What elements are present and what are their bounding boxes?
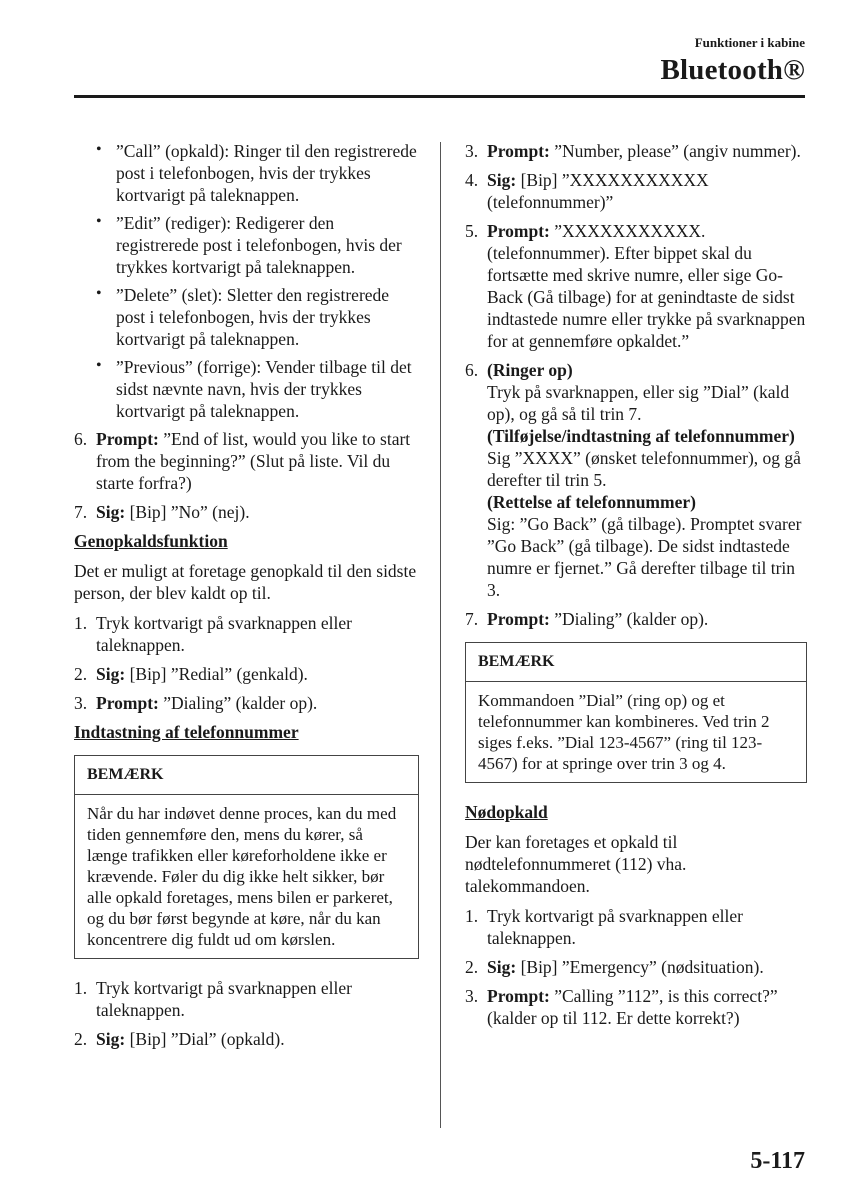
step-item: 4. Sig: [Bip] ”XXXXXXXXXXX (telefonnummer)” xyxy=(465,170,709,212)
step-item: 6. Prompt: ”End of list, would you like to start from the beginning?” (Slut på liste. Vil du starte forfra?) xyxy=(74,429,411,493)
sub-heading: (Rettelse af telefonnummer) xyxy=(487,492,696,512)
note-text: Kommandoen ”Dial” (ring op) og et telefonnummer kan kombineres. Ved trin 2 siges f.eks. ”Dial 123-4567” (ring til 123-4567) for at springe over trin 3 og 4. xyxy=(478,691,770,773)
step-item: 3. Prompt: ”Dialing” (kalder op). xyxy=(74,693,318,713)
step-item: 1. Tryk kortvarigt på svarknappen eller taleknappen. xyxy=(74,978,352,1020)
page-title: Bluetooth® xyxy=(660,54,805,86)
note-heading: BEMÆRK xyxy=(75,756,418,795)
bullet-icon: • xyxy=(96,285,102,302)
paragraph: Der kan foretages et opkald til nødtelefonnummeret (112) vha. talekommandoen. xyxy=(465,832,687,896)
note-heading: BEMÆRK xyxy=(466,643,806,682)
section-heading: Indtastning af telefonnummer xyxy=(74,722,299,742)
list-item: • ”Call” (opkald): Ringer til den registrerede post i telefonbogen, hvis der trykkes kortvarigt på taleknappen. xyxy=(96,141,417,205)
left-column xyxy=(74,140,419,1057)
bullet-icon: • xyxy=(96,213,102,230)
step-item: 7. Prompt: ”Dialing” (kalder op). xyxy=(465,609,709,629)
step-item: 2. Sig: [Bip] ”Redial” (genkald). xyxy=(74,664,308,684)
bullet-list xyxy=(74,140,419,422)
sub-heading: (Tilføjelse/indtastning af telefonnummer) xyxy=(487,426,795,446)
column-divider xyxy=(440,142,441,1128)
step-item: 3. Prompt: ”Calling ”112”, is this correct?” (kalder op til 112. Er dette korrekt?) xyxy=(465,986,778,1028)
step-item: 1. Tryk kortvarigt på svarknappen eller taleknappen. xyxy=(74,613,352,655)
section-label: Funktioner i kabine xyxy=(694,35,805,50)
step-item: 7. Sig: [Bip] ”No” (nej). xyxy=(74,502,250,522)
section-heading: Nødopkald xyxy=(465,802,548,822)
header-rule xyxy=(74,95,805,98)
sub-heading: (Ringer op) xyxy=(487,360,573,380)
paragraph: Det er muligt at foretage genopkald til den sidste person, der blev kaldt op til. xyxy=(74,561,417,603)
list-item: • ”Delete” (slet): Sletter den registrerede post i telefonbogen, hvis der trykkes kortvarigt på taleknappen. xyxy=(96,285,390,349)
note-box xyxy=(74,755,419,959)
bullet-icon: • xyxy=(96,141,102,158)
section-heading: Genopkaldsfunktion xyxy=(74,531,228,551)
step-item: 2. Sig: [Bip] ”Dial” (opkald). xyxy=(74,1029,285,1049)
page-number: 5-117 xyxy=(750,1148,805,1174)
right-column xyxy=(465,140,807,1036)
bullet-icon: • xyxy=(96,357,102,374)
step-item: 5. Prompt: ”XXXXXXXXXXX. (telefonnummer). Efter bippet skal du fortsætte med skrive numre, eller sige Go-Back (Gå tilbage) for at genindtaste de sidst indtastede numre eller trykke på svarknappen for at gennemføre opkaldet.” xyxy=(465,221,806,351)
step-item: 3. Prompt: ”Number, please” (angiv nummer). xyxy=(465,141,801,161)
step-item: 1. Tryk kortvarigt på svarknappen eller taleknappen. xyxy=(465,906,743,948)
step-item: 2. Sig: [Bip] ”Emergency” (nødsituation). xyxy=(465,957,764,977)
list-item: • ”Edit” (rediger): Redigerer den registrerede post i telefonbogen, hvis der trykkes kortvarigt på taleknappen. xyxy=(96,213,402,277)
note-text: Når du har indøvet denne proces, kan du med tiden gennemføre den, mens du kører, så længe trafikken eller køreforholdene ikke er krævende. Føler du dig ikke helt sikker, bør alle opkald foretages, mens bilen er parkeret, og du bør først begynde at køre, når du kan koncentrere dig fuldt ud om kørslen. xyxy=(87,804,397,949)
note-box xyxy=(465,642,807,783)
list-item: • ”Previous” (forrige): Vender tilbage til det sidst nævnte navn, hvis der trykkes kortvarigt på taleknappen. xyxy=(96,357,412,421)
step-item: 6. (Ringer op) Tryk på svarknappen, eller sig ”Dial” (kald op), og gå så til trin 7. (Tilføjelse/indtastning af telefonnummer) Sig ”XXXX” (ønsket telefonnummer), og gå derefter til trin 5. (Rettelse af telefonnummer) Sig: ”Go Back” (gå tilbage). Promptet svarer ”Go Back” (gå tilbage). De sidst indtastede numre er fjernet.” Gå derefter tilbage til trin 3. xyxy=(465,359,807,601)
